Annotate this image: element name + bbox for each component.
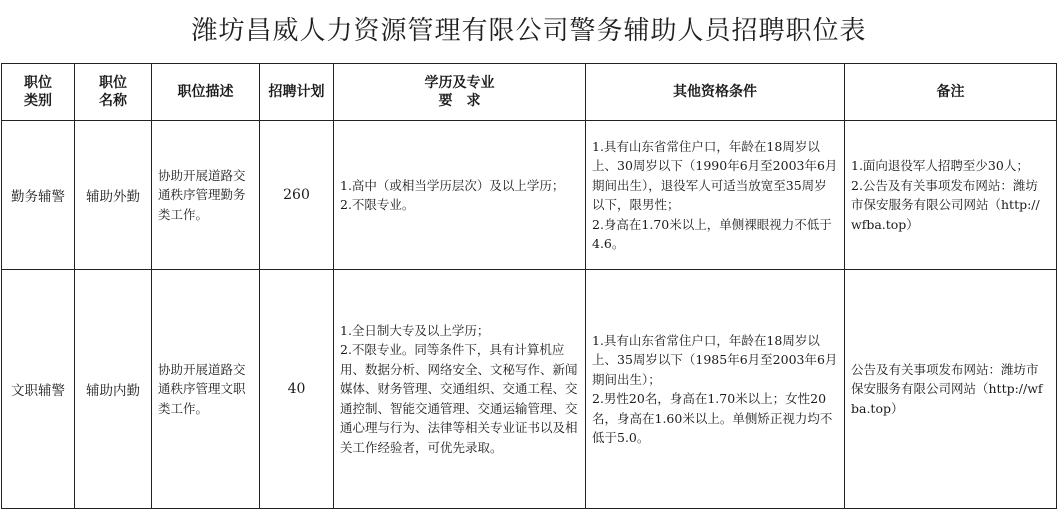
row-description: 协助开展道路交通秩序管理文职类工作。 xyxy=(152,270,260,509)
row-other-qualifications: 1.具有山东省常住户口，年龄在18周岁以上、30周岁以下（1990年6月至2003年6月期间出生），退役军人可适当放宽至35周岁以下，限男性； 2.身高在1.70米以上，单侧裸眼视力不低于4.6。 xyxy=(586,121,845,270)
row-education: 1.全日制大专及以上学历； 2.不限专业。同等条件下，具有计算机应用、数据分析、网络安全、文秘写作、新闻媒体、财务管理、交通组织、交通工程、交通控制、智能交通管理、交通运输管理、交通心理与行为、法律等相关专业证书以及相关工作经验者，可优先录取。 xyxy=(334,270,586,509)
table-row xyxy=(2,270,1057,509)
header-category: 职位 类别 xyxy=(2,64,75,121)
row-plan: 260 xyxy=(260,121,334,270)
header-description: 职位描述 xyxy=(152,64,260,121)
row-name: 辅助外勤 xyxy=(75,121,152,270)
recruitment-table xyxy=(1,63,1057,509)
header-plan: 招聘计划 xyxy=(260,64,334,121)
row-remarks: 1.面向退役军人招聘至少30人； 2.公告及有关事项发布网站：潍坊市保安服务有限公司网站（http://wfba.top） xyxy=(845,121,1057,270)
header-other-qualifications: 其他资格条件 xyxy=(586,64,845,121)
row-name: 辅助内勤 xyxy=(75,270,152,509)
header-education: 学历及专业 要 求 xyxy=(334,64,586,121)
row-description: 协助开展道路交通秩序管理勤务类工作。 xyxy=(152,121,260,270)
row-plan: 40 xyxy=(260,270,334,509)
row-category: 勤务辅警 xyxy=(2,121,75,270)
header-row xyxy=(2,64,1057,121)
row-other-qualifications: 1.具有山东省常住户口，年龄在18周岁以上、35周岁以下（1985年6月至2003年6月期间出生）； 2.男性20名，身高在1.70米以上；女性20名，身高在1.60米以上。单侧矫正视力均不低于5.0。 xyxy=(586,270,845,509)
row-education: 1.高中（或相当学历层次）及以上学历； 2.不限专业。 xyxy=(334,121,586,270)
page-title: 潍坊昌威人力资源管理有限公司警务辅助人员招聘职位表 xyxy=(191,16,867,46)
header-name: 职位 名称 xyxy=(75,64,152,121)
table-row xyxy=(2,121,1057,270)
row-remarks: 公告及有关事项发布网站：潍坊市保安服务有限公司网站（http://wfba.top） xyxy=(845,270,1057,509)
row-category: 文职辅警 xyxy=(2,270,75,509)
header-remarks: 备注 xyxy=(845,64,1057,121)
